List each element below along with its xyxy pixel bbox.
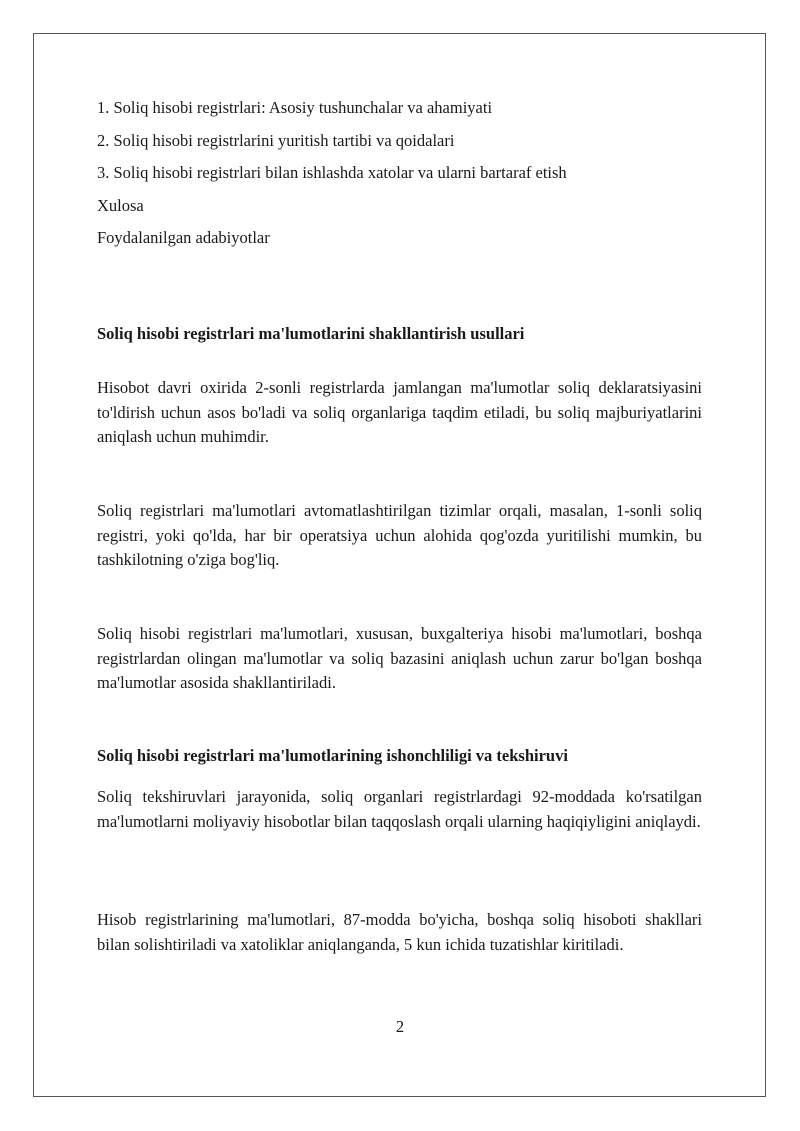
section-heading-formation-methods: Soliq hisobi registrlari ma'lumotlarini shakllantirish usullari [97,324,525,343]
toc-item-3: 3. Soliq hisobi registrlari bilan ishlashda xatolar va ularni bartaraf etish [97,163,567,182]
paragraph: Hisob registrlarining ma'lumotlari, 87-modda bo'yicha, boshqa soliq hisoboti shakllari bilan solishtiriladi va xatoliklar aniqlanganda, 5 kun ichida tuzatishlar kiritiladi. [97,910,702,954]
toc-item-2: 2. Soliq hisobi registrlarini yuritish tartibi va qoidalari [97,131,455,150]
toc-item-1: 1. Soliq hisobi registrlari: Asosiy tushunchalar va ahamiyati [97,98,493,117]
toc-item-references: Foydalanilgan adabiyotlar [97,228,270,247]
section-heading-reliability: Soliq hisobi registrlari ma'lumotlarining ishonchliligi va tekshiruvi [97,746,568,765]
paragraph: Soliq tekshiruvlari jarayonida, soliq organlari registrlardagi 92-moddada ko'rsatilgan ma'lumotlarni moliyaviy hisobotlar bilan taqqoslash orqali ularning haqiqiyligini aniqlaydi. [97,787,702,831]
toc-item-conclusion: Xulosa [97,196,144,215]
paragraph: Soliq hisobi registrlari ma'lumotlari, xususan, buxgalteriya hisobi ma'lumotlari, boshqa registrlardan olingan ma'lumotlar va soliq bazasini aniqlash uchun zarur bo'lgan boshqa ma'lumotlar asosida shakllantiriladi. [97,624,702,692]
paragraph: Hisobot davri oxirida 2-sonli registrlarda jamlangan ma'lumotlar soliq deklaratsiyasini to'ldirish uchun asos bo'ladi va soliq organlariga taqdim etiladi, bu soliq majburiyatlarini aniqlash uchun muhimdir. [97,378,702,446]
page-number: 2 [395,1017,405,1036]
paragraph: Soliq registrlari ma'lumotlari avtomatlashtirilgan tizimlar orqali, masalan, 1-sonli soliq registri, yoki qo'lda, har bir operatsiya uchun alohida qog'ozda yuritilishi mumkin, bu tashkilotning o'ziga bog'liq. [97,501,702,569]
